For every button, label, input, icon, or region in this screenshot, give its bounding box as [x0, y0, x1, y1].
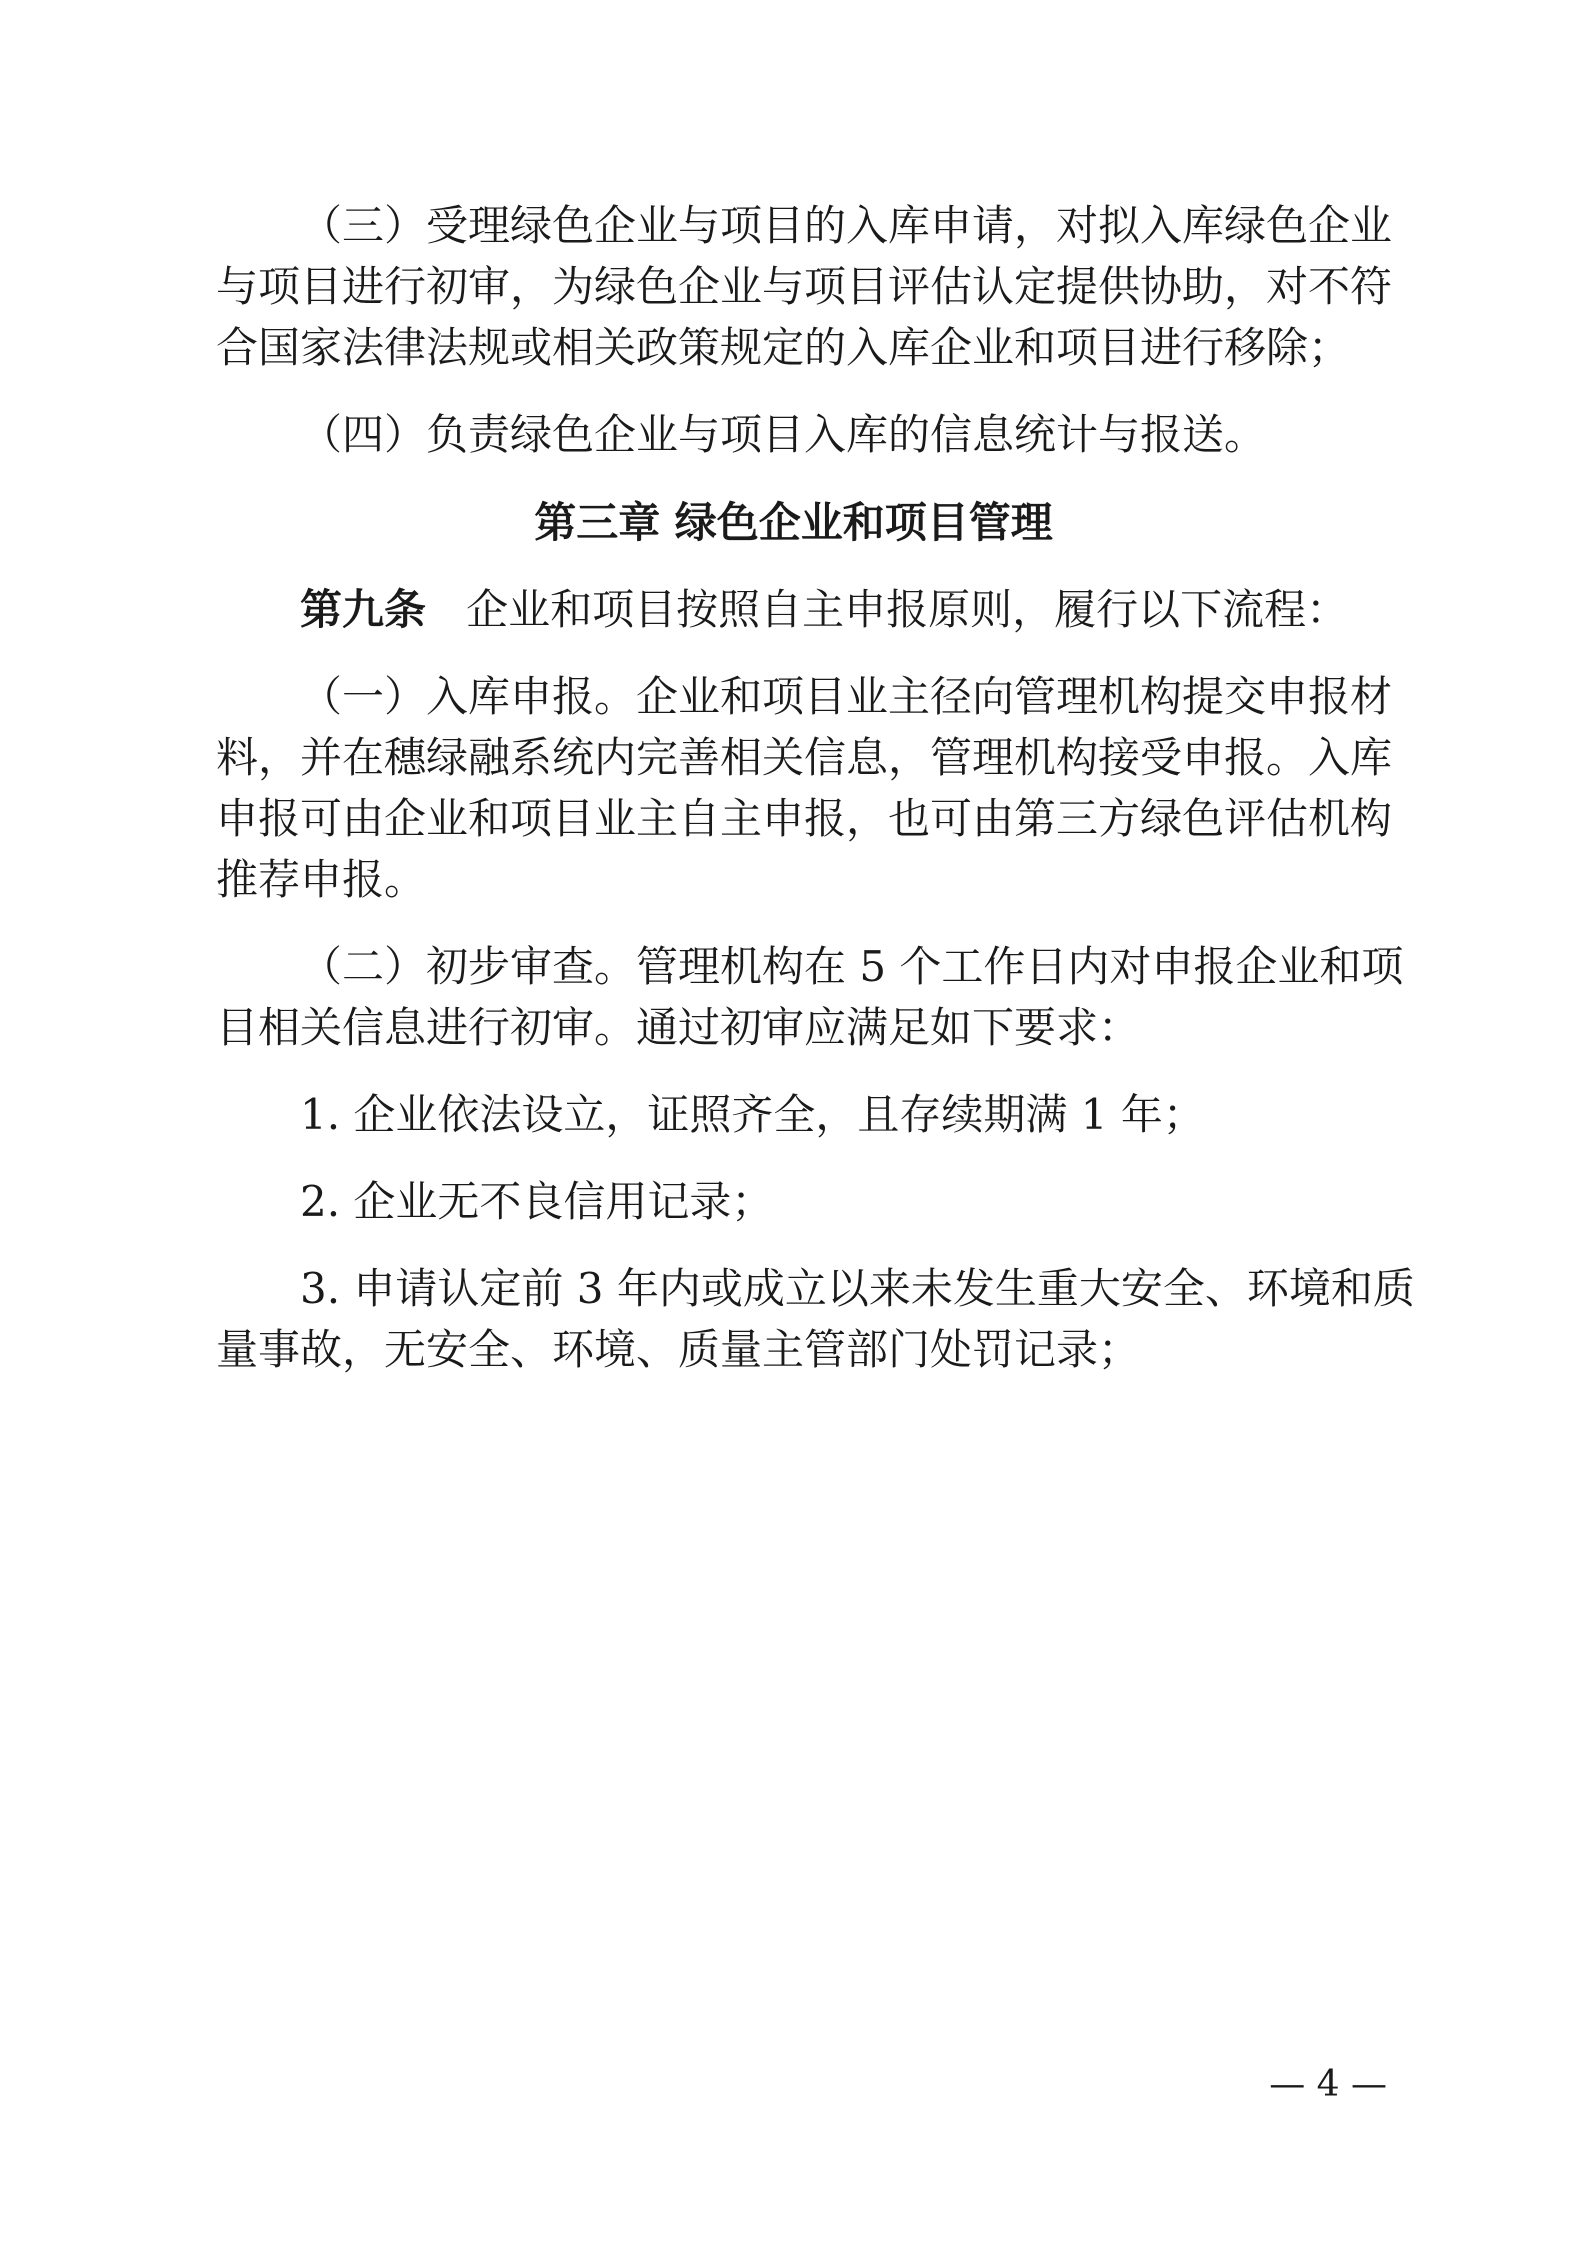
article-9-text: 企业和项目按照自主申报原则，履行以下流程：	[466, 585, 1349, 634]
article-9-label: 第九条	[300, 585, 427, 634]
requirement-1: 1. 企业依法设立，证照齐全，且存续期满 1 年；	[300, 1090, 1205, 1139]
flow-2-line-2: 目相关信息进行初审。通过初审应满足如下要求：	[216, 1003, 1141, 1052]
flow-1-line-1: （一）入库申报。企业和项目业主径向管理机构提交申报材	[300, 672, 1393, 721]
paragraph-4-line-1: （四）负责绿色企业与项目入库的信息统计与报送。	[300, 410, 1267, 459]
paragraph-3-line-2: 与项目进行初审，为绿色企业与项目评估认定提供协助，对不符	[216, 262, 1393, 311]
flow-2-line-1: （二）初步审查。管理机构在 5 个工作日内对申报企业和项	[300, 942, 1404, 991]
article-9	[300, 580, 1391, 640]
requirement-3-line-2: 量事故，无安全、环境、质量主管部门处罚记录；	[216, 1325, 1141, 1374]
page-number: — 4 —	[1269, 2064, 1387, 2105]
requirement-3-line-1: 3. 申请认定前 3 年内或成立以来未发生重大安全、环境和质	[300, 1264, 1415, 1313]
paragraph-3-line-1: （三）受理绿色企业与项目的入库申请，对拟入库绿色企业	[300, 201, 1393, 250]
flow-1-line-2: 料，并在穗绿融系统内完善相关信息，管理机构接受申报。入库	[216, 733, 1393, 782]
paragraph-3-line-3: 合国家法律法规或相关政策规定的入库企业和项目进行移除；	[216, 323, 1351, 372]
requirement-2: 2. 企业无不良信用记录；	[300, 1177, 774, 1226]
flow-1-line-4: 推荐申报。	[216, 855, 427, 904]
flow-1-line-3: 申报可由企业和项目业主自主申报，也可由第三方绿色评估机构	[216, 794, 1393, 843]
chapter-heading: 第三章 绿色企业和项目管理	[534, 498, 1053, 547]
